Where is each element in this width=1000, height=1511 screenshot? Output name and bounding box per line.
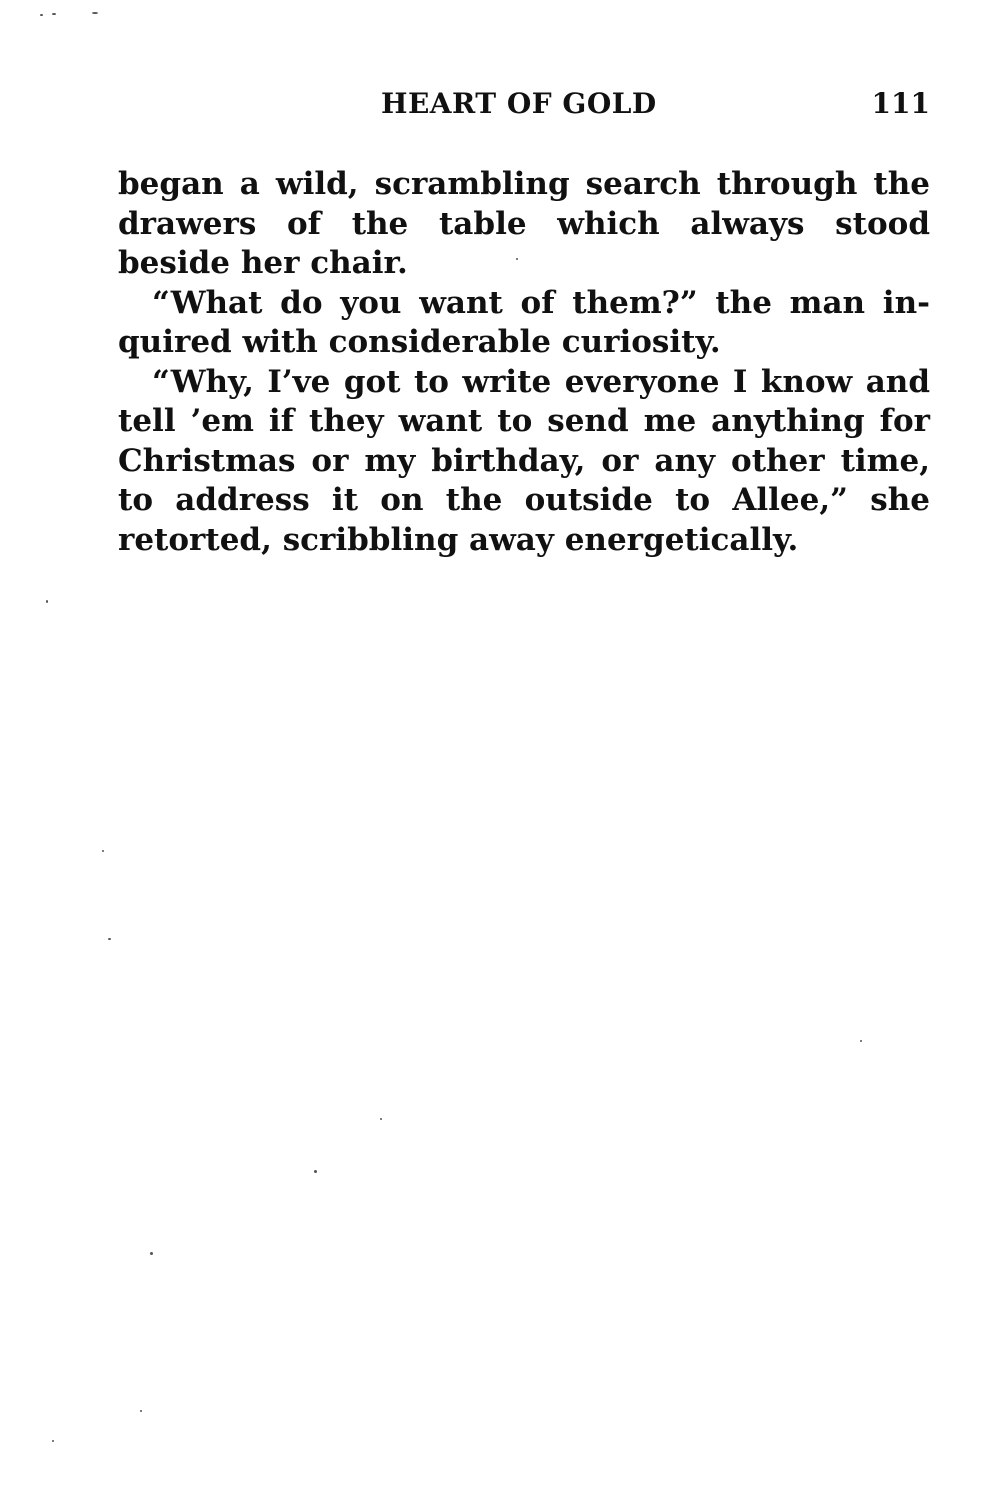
scan-speck	[108, 938, 111, 940]
body-text	[118, 165, 930, 560]
scan-speck	[150, 1252, 153, 1255]
scan-speck	[92, 12, 98, 14]
scan-speck	[102, 850, 104, 852]
scan-speck	[46, 600, 48, 603]
scan-speck	[380, 1118, 382, 1120]
scan-speck	[52, 13, 56, 15]
running-head	[118, 84, 930, 124]
paragraph: “What do you want of them?” the man inquired with considerable curiosity.	[118, 284, 930, 360]
paragraph-continued: began a wild, scrambling search through the drawers of the table which always stood beside her chair.	[118, 166, 930, 281]
scan-speck	[140, 1410, 142, 1412]
page-number: 111	[871, 87, 930, 120]
running-title: HEART OF GOLD	[381, 87, 657, 120]
paragraph: “Why, I’ve got to write everyone I know and tell ’em if they want to send me anything for Christmas or my birthday, or any other time, to address it on the outside to Allee,” she retorted, scribbling away energetically.	[118, 363, 930, 558]
scan-speck	[860, 1040, 862, 1042]
scan-speck	[516, 258, 518, 260]
scan-speck	[40, 14, 43, 16]
scan-speck	[52, 1440, 54, 1442]
scan-speck	[314, 1170, 317, 1173]
